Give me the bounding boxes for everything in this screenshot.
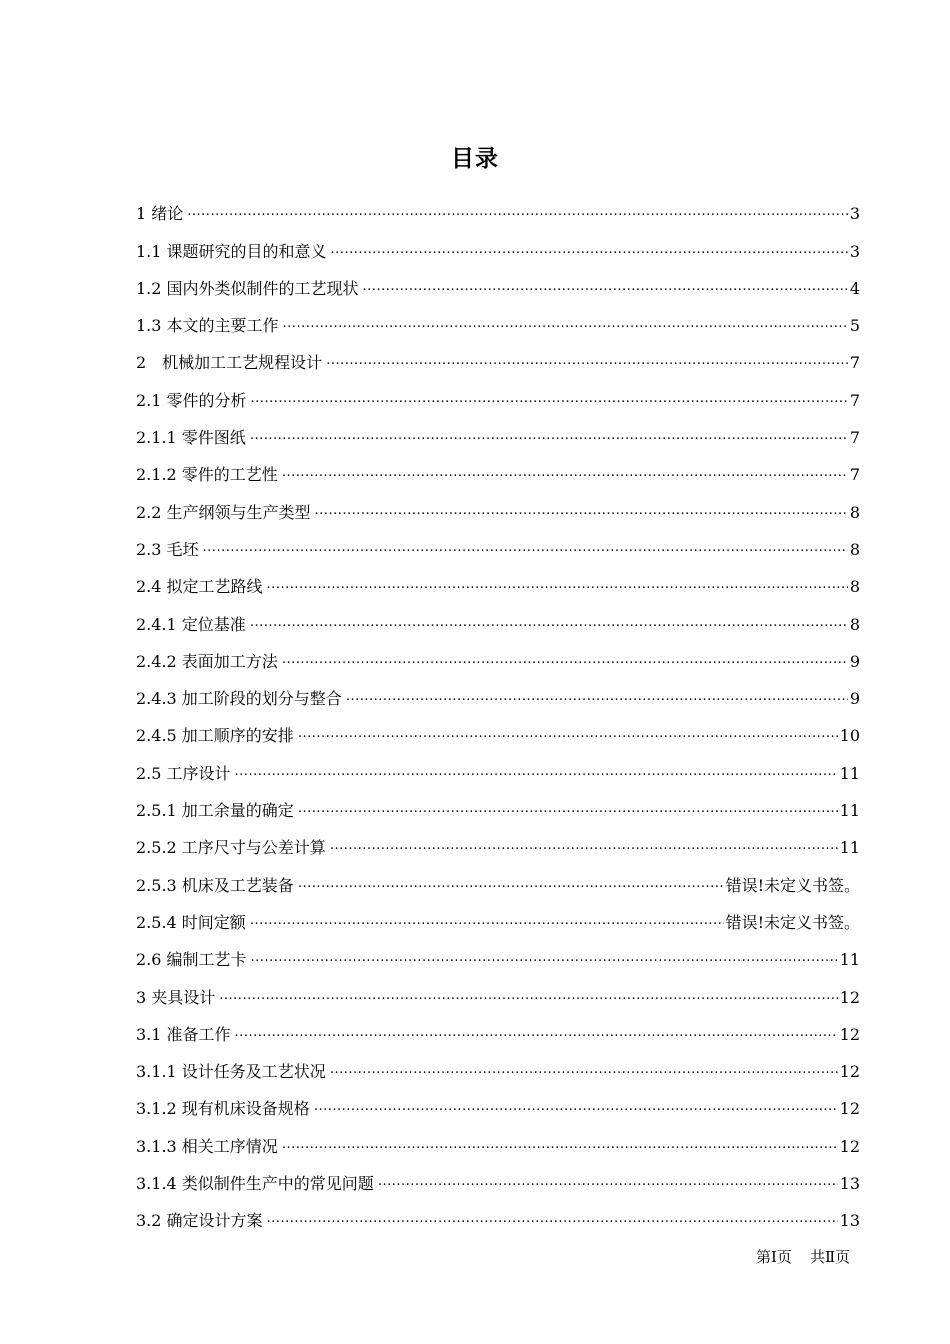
toc-entry-page: 12 xyxy=(839,1062,860,1082)
toc-dot-leader xyxy=(283,314,848,334)
toc-entry-label: 2.6 编制工艺卡 xyxy=(136,950,247,970)
toc-entry[interactable] xyxy=(136,224,860,261)
toc-entry[interactable] xyxy=(136,1119,860,1156)
toc-dot-leader xyxy=(331,240,848,260)
toc-entry-label: 2.4.2 表面加工方法 xyxy=(136,651,278,671)
toc-entry[interactable] xyxy=(136,672,860,709)
toc-entry-label: 3.2 确定设计方案 xyxy=(136,1211,263,1231)
toc-entry-page: 8 xyxy=(849,502,860,522)
toc-dot-leader xyxy=(251,389,848,409)
toc-entry-label: 2.5 工序设计 xyxy=(136,763,231,783)
toc-dot-leader xyxy=(298,799,838,819)
toc-entry[interactable] xyxy=(136,1194,860,1231)
toc-dot-leader xyxy=(363,277,848,297)
toc-entry-page: 11 xyxy=(839,763,860,783)
toc-dot-leader xyxy=(267,1209,838,1229)
toc-entry-page: 7 xyxy=(849,428,860,448)
toc-entry[interactable] xyxy=(136,1157,860,1194)
toc-entry-label: 3.1.1 设计任务及工艺状况 xyxy=(136,1062,326,1082)
toc-dot-leader xyxy=(330,836,838,856)
toc-entry-page: 8 xyxy=(849,614,860,634)
toc-entry-label: 2.3 毛坯 xyxy=(136,539,199,559)
toc-entry-label: 1 绪论 xyxy=(136,204,184,224)
toc-entry[interactable] xyxy=(136,784,860,821)
toc-entry-label: 2.5.4 时间定额 xyxy=(136,912,246,932)
toc-entry-page: 12 xyxy=(839,987,860,1007)
toc-entry-page: 7 xyxy=(849,353,860,373)
toc-entry[interactable] xyxy=(136,970,860,1007)
toc-entry[interactable] xyxy=(136,1045,860,1082)
toc-entry-label: 2.1.1 零件图纸 xyxy=(136,428,246,448)
toc-dot-leader xyxy=(235,1023,838,1043)
toc-entry-page: 3 xyxy=(849,241,860,261)
toc-dot-leader xyxy=(203,538,848,558)
toc-dot-leader xyxy=(330,1060,838,1080)
toc-entry-page: 错误!未定义书签。 xyxy=(725,875,860,895)
toc-dot-leader xyxy=(250,911,724,931)
toc-entry[interactable] xyxy=(136,933,860,970)
toc-entry-label: 2.1 零件的分析 xyxy=(136,390,247,410)
toc-entry[interactable] xyxy=(136,1082,860,1119)
toc-entry[interactable] xyxy=(136,262,860,299)
toc-entry-label: 2 机械加工工艺规程设计 xyxy=(136,353,323,373)
toc-dot-leader xyxy=(187,202,848,222)
toc-entry-page: 4 xyxy=(849,278,860,298)
toc-entry[interactable] xyxy=(136,1008,860,1045)
toc-entry[interactable] xyxy=(136,597,860,634)
toc-entry-label: 3.1.3 相关工序情况 xyxy=(136,1136,278,1156)
toc-dot-leader xyxy=(219,986,837,1006)
toc-entry-page: 9 xyxy=(849,651,860,671)
toc-entry-label: 1.1 课题研究的目的和意义 xyxy=(136,241,327,261)
toc-entry-page: 10 xyxy=(839,726,860,746)
toc-dot-leader xyxy=(298,874,724,894)
toc-dot-leader xyxy=(378,1172,838,1192)
toc-entry-label: 1.2 国内外类似制件的工艺现状 xyxy=(136,278,359,298)
toc-dot-leader xyxy=(326,351,848,371)
toc-entry[interactable] xyxy=(136,821,860,858)
toc-entry-label: 3.1.4 类似制件生产中的常见问题 xyxy=(136,1174,374,1194)
total-page-count: 共Ⅱ页 xyxy=(809,1248,851,1266)
toc-entry-page: 3 xyxy=(849,204,860,224)
toc-dot-leader xyxy=(251,948,838,968)
toc-dot-leader xyxy=(282,463,848,483)
toc-entry[interactable] xyxy=(136,187,860,224)
table-of-contents xyxy=(136,187,860,1231)
toc-entry[interactable] xyxy=(136,523,860,560)
toc-entry[interactable] xyxy=(136,709,860,746)
toc-entry-page: 12 xyxy=(839,1099,860,1119)
page-footer xyxy=(756,1246,850,1267)
toc-entry-page: 7 xyxy=(849,465,860,485)
toc-entry-page: 错误!未定义书签。 xyxy=(725,912,860,932)
toc-entry-label: 2.5.2 工序尺寸与公差计算 xyxy=(136,838,326,858)
toc-entry-page: 13 xyxy=(839,1174,860,1194)
toc-entry[interactable] xyxy=(136,336,860,373)
toc-dot-leader xyxy=(282,650,848,670)
toc-dot-leader xyxy=(250,613,848,633)
toc-entry[interactable] xyxy=(136,411,860,448)
toc-entry[interactable] xyxy=(136,373,860,410)
toc-entry-label: 2.4.3 加工阶段的划分与整合 xyxy=(136,689,342,709)
toc-entry-label: 3 夹具设计 xyxy=(136,987,216,1007)
toc-entry-page: 5 xyxy=(849,316,860,336)
toc-entry-label: 2.2 生产纲领与生产类型 xyxy=(136,502,311,522)
toc-entry-page: 9 xyxy=(849,689,860,709)
toc-entry-label: 3.1 准备工作 xyxy=(136,1024,231,1044)
toc-entry-label: 2.1.2 零件的工艺性 xyxy=(136,465,278,485)
toc-entry-page: 11 xyxy=(839,950,860,970)
toc-dot-leader xyxy=(315,501,848,521)
toc-entry-page: 12 xyxy=(839,1136,860,1156)
toc-entry[interactable] xyxy=(136,299,860,336)
toc-entry-page: 12 xyxy=(839,1024,860,1044)
toc-entry-page: 11 xyxy=(839,838,860,858)
toc-dot-leader xyxy=(267,575,848,595)
toc-entry-page: 13 xyxy=(839,1211,860,1231)
toc-dot-leader xyxy=(235,762,838,782)
toc-entry-page: 7 xyxy=(849,390,860,410)
toc-entry-label: 2.5.1 加工余量的确定 xyxy=(136,801,294,821)
toc-entry[interactable] xyxy=(136,560,860,597)
toc-entry-label: 2.4 拟定工艺路线 xyxy=(136,577,263,597)
toc-entry[interactable] xyxy=(136,746,860,783)
toc-entry-label: 2.4.5 加工顺序的安排 xyxy=(136,726,294,746)
toc-entry[interactable] xyxy=(136,896,860,933)
toc-entry[interactable] xyxy=(136,485,860,522)
toc-entry-page: 8 xyxy=(849,539,860,559)
toc-entry-label: 2.4.1 定位基准 xyxy=(136,614,246,634)
toc-entry[interactable] xyxy=(136,448,860,485)
toc-entry[interactable] xyxy=(136,858,860,895)
toc-entry-label: 2.5.3 机床及工艺装备 xyxy=(136,875,294,895)
toc-dot-leader xyxy=(250,426,848,446)
page-title: 目录 xyxy=(451,146,499,172)
toc-entry-page: 8 xyxy=(849,577,860,597)
toc-entry[interactable] xyxy=(136,635,860,672)
toc-dot-leader xyxy=(346,687,848,707)
toc-entry-label: 1.3 本文的主要工作 xyxy=(136,316,279,336)
toc-dot-leader xyxy=(314,1097,838,1117)
toc-dot-leader xyxy=(298,724,838,744)
current-page-number: 第Ⅰ页 xyxy=(756,1248,792,1266)
toc-dot-leader xyxy=(282,1135,838,1155)
toc-entry-page: 11 xyxy=(839,801,860,821)
toc-entry-label: 3.1.2 现有机床设备规格 xyxy=(136,1099,310,1119)
